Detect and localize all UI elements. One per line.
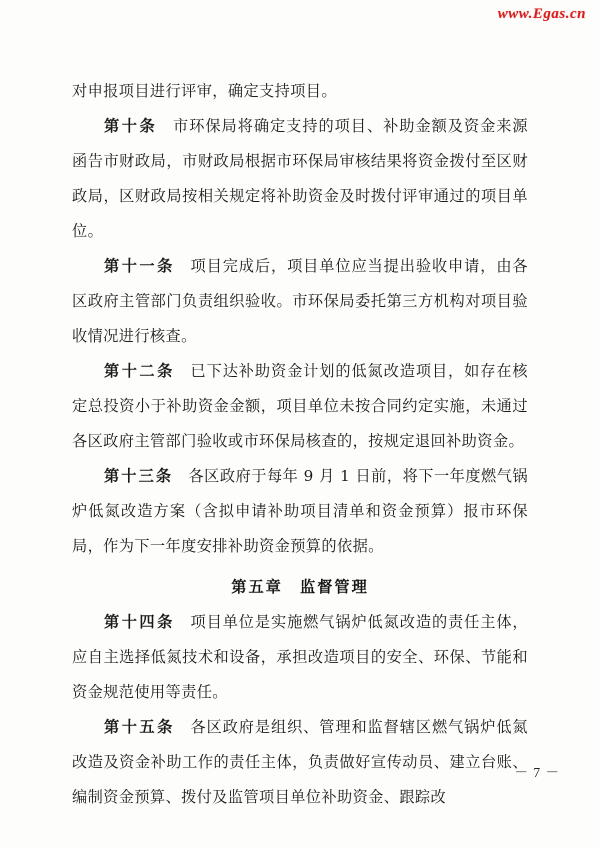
watermark-text: www.Egas.cn xyxy=(497,6,586,22)
article-12 xyxy=(72,354,528,459)
article-13 xyxy=(72,459,528,564)
article-11 xyxy=(72,249,528,354)
paragraph-text: 市环保局将确定支持的项目、补助金额及资金来源函告市财政局，市财政局根据市环保局审核结果将资金拨付至区财政局，区财政局按相关规定将补助资金及时拨付评审通过的项目单位。 xyxy=(72,117,528,240)
article-number: 第十三条 xyxy=(104,467,174,485)
paragraph-text: 各区政府于每年 9 月 1 日前，将下一年度燃气锅炉低氮改造方案（含拟申请补助项目清单和资金预算）报市环保局，作为下一年度安排补助资金预算的依据。 xyxy=(72,467,529,555)
paragraph-text: 项目单位是实施燃气锅炉低氮改造的责任主体，应自主选择低氮技术和设备，承担改造项目的安全、环保、节能和资金规范使用等责任。 xyxy=(72,613,529,701)
article-number: 第十二条 xyxy=(104,362,175,380)
paragraph-text: 对申报项目进行评审，确定支持项目。 xyxy=(72,82,337,100)
paragraph-text: 已下达补助资金计划的低氮改造项目，如存在核定总投资小于补助资金金额，项目单位未按合同约定实施，未通过各区政府主管部门验收或市环保局核查的，按规定退回补助资金。 xyxy=(72,362,529,450)
paragraph-text: 各区政府是组织、管理和监督辖区燃气锅炉低氮改造及资金补助工作的责任主体，负责做好宣传动员、建立台账、编制资金预算、拨付及监管项目单位补助资金、跟踪改 xyxy=(72,718,529,806)
article-number: 第十四条 xyxy=(104,613,175,631)
article-number: 第十条 xyxy=(104,117,158,135)
paragraph-text: 项目完成后，项目单位应当提出验收申请，由各区政府主管部门负责组织验收。市环保局委托第三方机构对项目验收情况进行核查。 xyxy=(72,257,529,345)
article-number: 第十五条 xyxy=(104,718,175,736)
document-body xyxy=(72,74,528,815)
article-10 xyxy=(72,109,528,249)
section-heading: 第五章 监督管理 xyxy=(231,578,369,596)
page-number: － 7 － xyxy=(514,765,560,780)
article-14 xyxy=(72,605,528,710)
article-number: 第十一条 xyxy=(104,257,175,275)
paragraph-continuation xyxy=(72,74,528,109)
